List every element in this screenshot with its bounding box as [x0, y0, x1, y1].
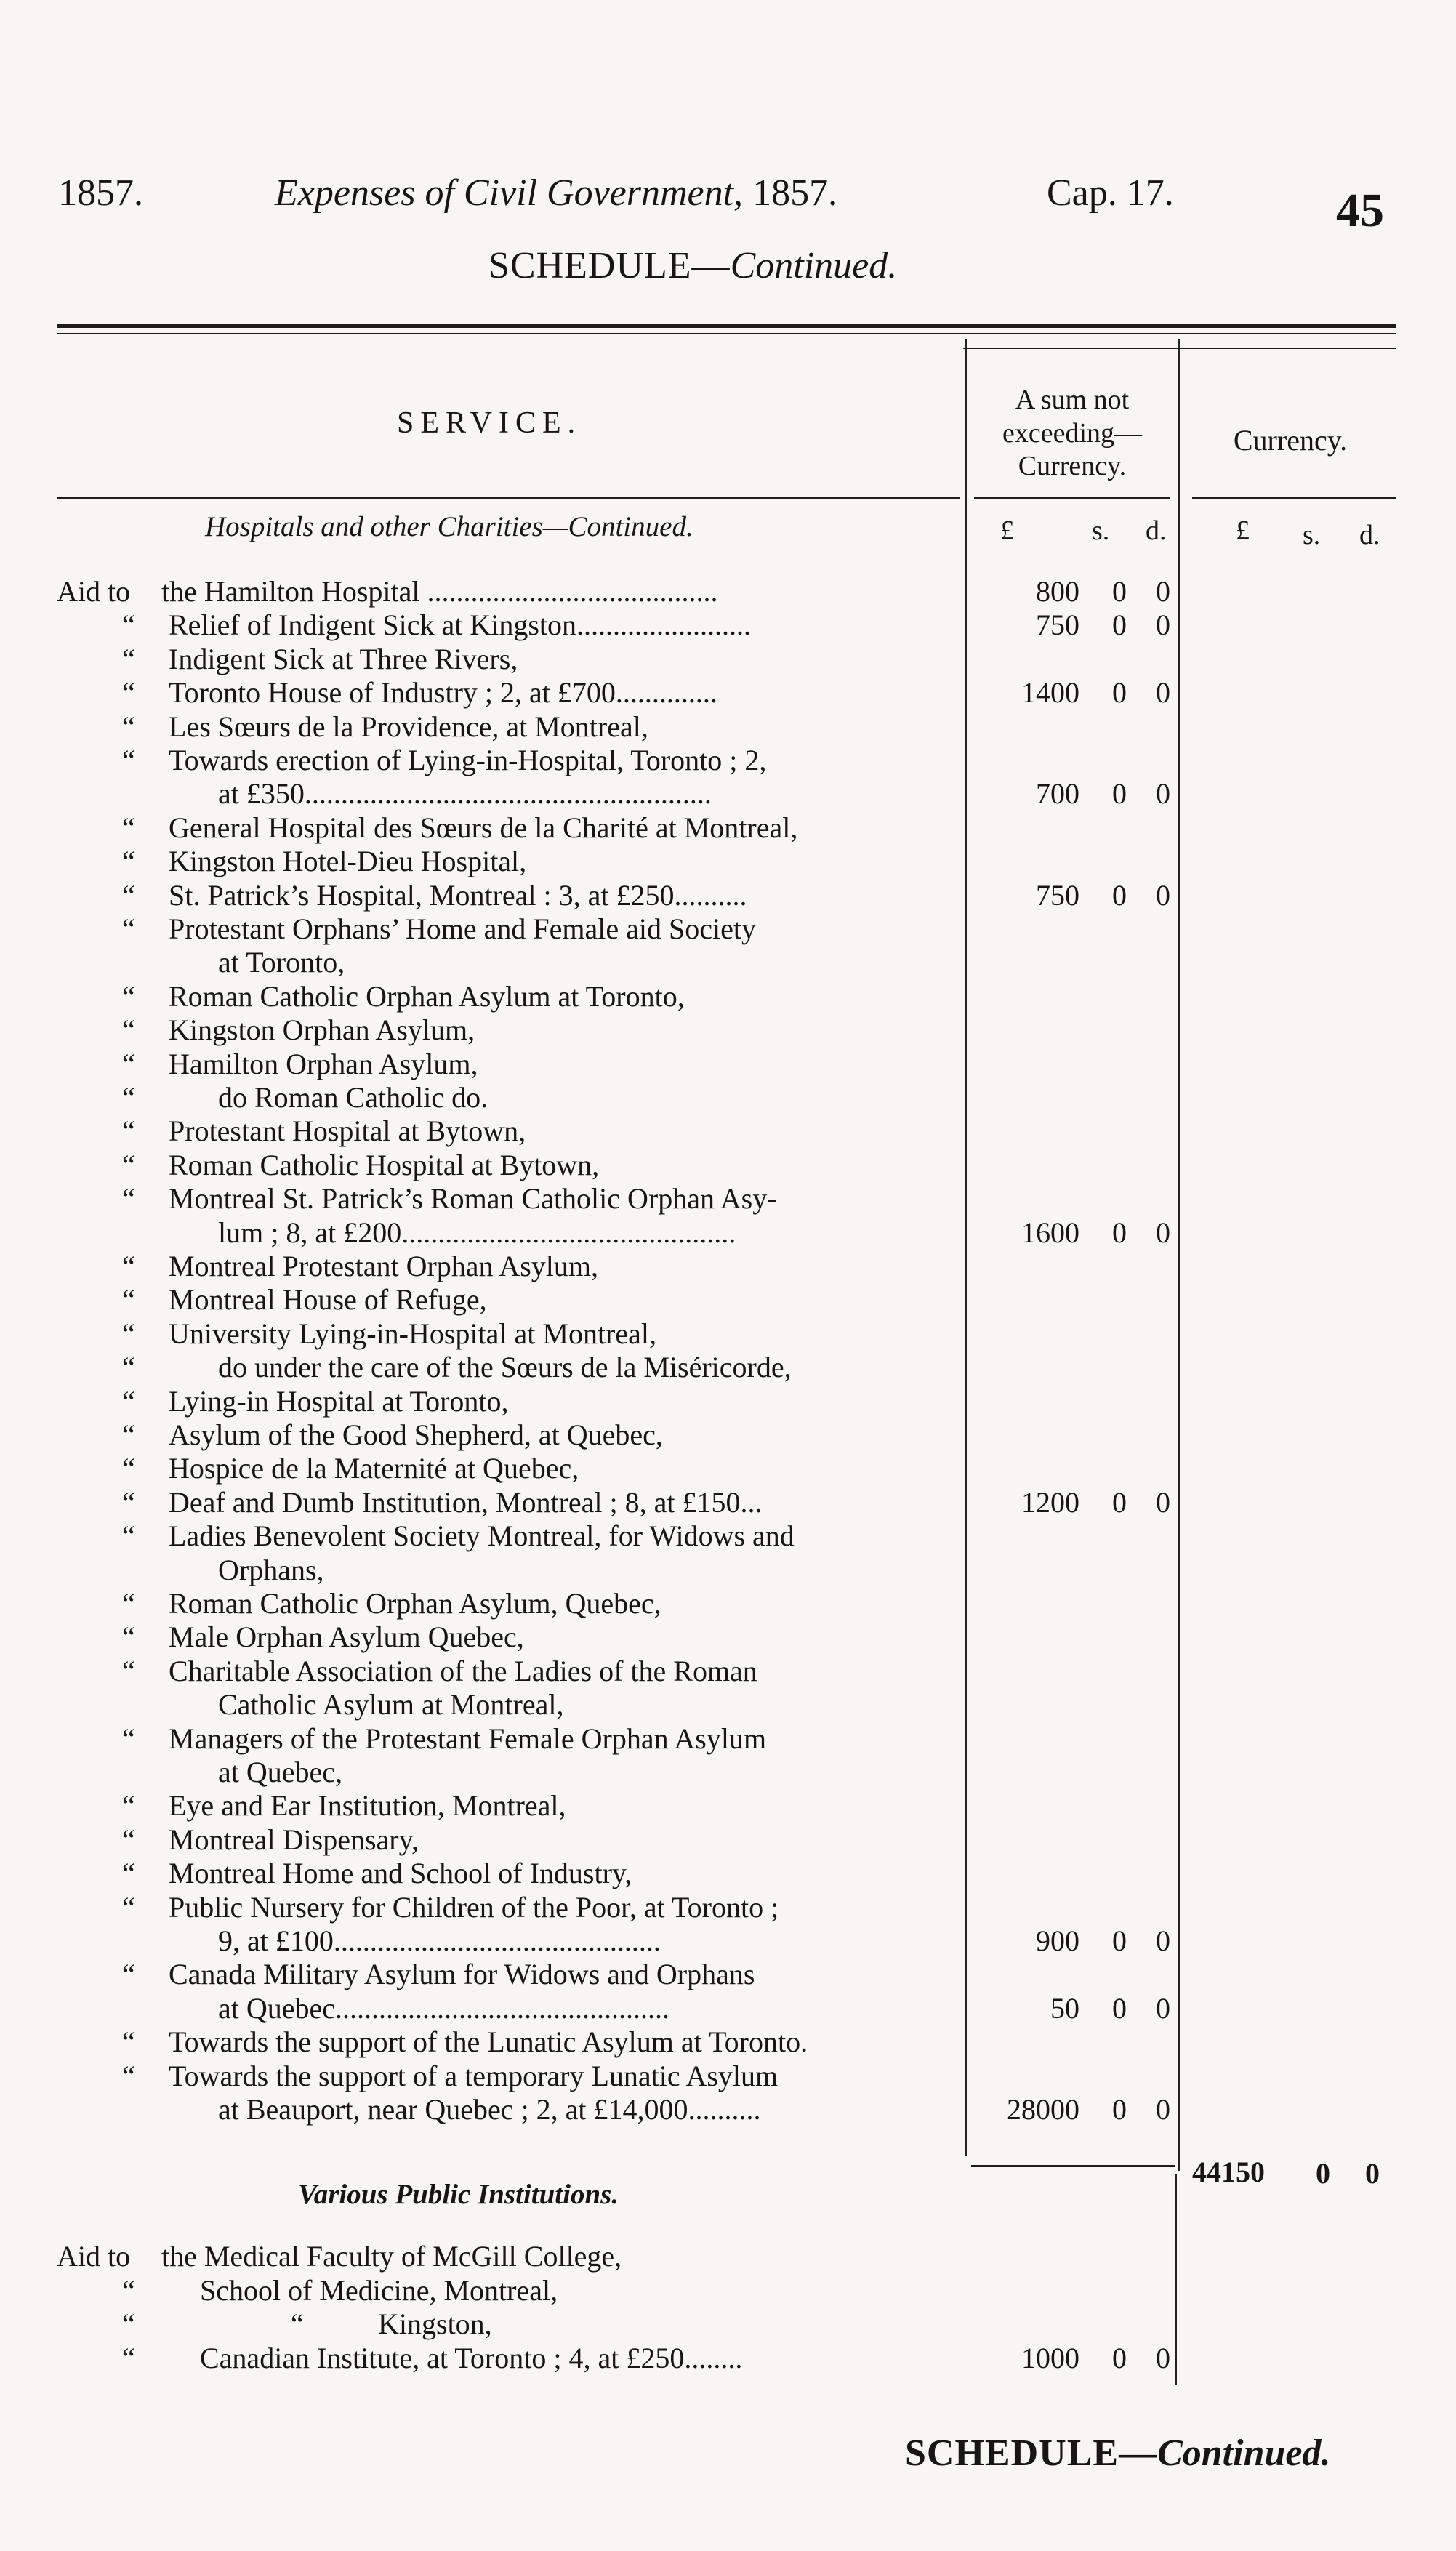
table-top-rule-thin: [57, 333, 1396, 334]
column-divider-sum-right: [1175, 2174, 1177, 2385]
row-description: St. Patrick’s Hospital, Montreal : 3, at £250..........: [169, 878, 747, 912]
row-description: Protestant Orphans’ Home and Female aid Society: [169, 912, 756, 945]
ditto-mark: “: [122, 2025, 135, 2059]
ditto-mark: “: [122, 710, 135, 743]
row-description: Towards erection of Lying-in-Hospital, Toronto ; 2,: [169, 744, 767, 776]
row-amount-shillings: 0: [1112, 676, 1127, 710]
row-description: do Roman Catholic do.: [218, 1081, 488, 1114]
row-amount-pence: 0: [1156, 878, 1170, 912]
row-prefix: Aid to: [57, 575, 131, 608]
row-description: Hamilton Orphan Asylum,: [169, 1047, 478, 1080]
row-amount-pounds: 28000: [1007, 2093, 1079, 2126]
row-description: Roman Catholic Hospital at Bytown,: [169, 1148, 600, 1181]
sum-header-line1: A sum not: [1015, 385, 1130, 415]
ditto-mark: “: [122, 1654, 135, 1687]
ditto-mark: “: [122, 1148, 135, 1181]
row-description: at £350........................................................: [218, 777, 712, 811]
row-description: Eye and Ear Institution, Montreal,: [169, 1789, 566, 1823]
row-description: Asylum of the Good Shepherd, at Quebec,: [169, 1418, 663, 1451]
year-label: 1857.: [58, 172, 143, 214]
table-top-rule: [57, 324, 1396, 328]
ditto-mark: “: [122, 912, 135, 945]
row-description: Roman Catholic Orphan Asylum at Toronto,: [169, 979, 685, 1013]
header-bottom-rule-currency: [1192, 497, 1396, 499]
row-amount-pence: 0: [1156, 1924, 1170, 1957]
ditto-mark: “: [122, 979, 135, 1013]
row-amount-pence: 0: [1156, 1485, 1170, 1519]
row-description: at Beauport, near Quebec ; 2, at £14,000..........: [218, 2093, 761, 2126]
schedule-heading-main: SCHEDULE—: [488, 245, 731, 286]
row-description: Montreal Dispensary,: [169, 1823, 419, 1856]
ditto-mark: “: [122, 1958, 135, 1991]
row-description: do under the care of the Sœurs de la Miséricorde,: [218, 1351, 792, 1384]
ditto-mark: “: [122, 1485, 135, 1519]
row-description: Indigent Sick at Three Rivers,: [169, 642, 518, 675]
row-description: Montreal St. Patrick’s Roman Catholic Orphan Asy-: [169, 1182, 777, 1216]
row-amount-pounds: 900: [1036, 1924, 1079, 1957]
row-description: University Lying-in-Hospital at Montreal,: [169, 1317, 656, 1350]
row-description: Orphans,: [218, 1553, 324, 1586]
chapter-label: Cap. 17.: [1047, 172, 1174, 214]
ditto-mark: “: [122, 1283, 135, 1317]
row-description: General Hospital des Sœurs de la Charité at Montreal,: [169, 811, 798, 844]
row-description: 9, at £100.............................................: [218, 1924, 661, 1957]
row-description: Canada Military Asylum for Widows and Orphans: [169, 1958, 755, 1991]
section-total-pounds: 44150: [1192, 2156, 1265, 2188]
row-amount-pounds: 50: [1050, 1991, 1079, 2025]
sum-column-header: [968, 384, 1176, 483]
ditto-mark: “: [122, 1384, 135, 1418]
row-amount-shillings: 0: [1112, 878, 1127, 912]
pound-unit-currency: £: [1236, 515, 1250, 546]
row-description: Montreal Home and School of Industry,: [169, 1857, 632, 1890]
row-description: Toronto House of Industry ; 2, at £700..............: [169, 676, 717, 710]
row-description: at Toronto,: [218, 946, 345, 979]
row-description: School of Medicine, Montreal,: [200, 2273, 558, 2307]
row-description: Roman Catholic Orphan Asylum, Quebec,: [169, 1587, 661, 1620]
ditto-mark: “: [122, 1519, 135, 1553]
row-description: Catholic Asylum at Montreal,: [218, 1688, 564, 1722]
row-amount-pence: 0: [1156, 2093, 1170, 2126]
row-description: Relief of Indigent Sick at Kingston........................: [169, 608, 752, 642]
row-description: Montreal Protestant Orphan Asylum,: [169, 1250, 599, 1282]
schedule-heading: [488, 244, 897, 287]
row-description: Hospice de la Maternité at Quebec,: [169, 1452, 579, 1485]
subtotal-rule: [971, 2165, 1175, 2167]
ditto-mark: “: [291, 2307, 304, 2340]
row-amount-shillings: 0: [1112, 2341, 1127, 2374]
pence-unit-sum: d.: [1146, 515, 1167, 546]
row-amount-pounds: 1200: [1021, 1485, 1079, 1519]
row-amount-pence: 0: [1156, 575, 1170, 608]
row-description: Kingston,: [378, 2307, 492, 2340]
row-amount-pence: 0: [1156, 676, 1170, 710]
section-total-shillings: 0: [1316, 2157, 1330, 2190]
ditto-mark: “: [122, 1620, 135, 1654]
row-amount-shillings: 0: [1112, 1991, 1127, 2025]
column-divider-service: [965, 339, 967, 2156]
row-amount-pounds: 1600: [1021, 1216, 1079, 1249]
row-description: at Quebec..............................................: [218, 1991, 670, 2025]
footer-schedule-continued: Continued.: [1157, 2433, 1331, 2474]
row-amount-shillings: 0: [1112, 575, 1127, 608]
row-description: the Medical Faculty of McGill College,: [161, 2240, 622, 2273]
row-description: Public Nursery for Children of the Poor, at Toronto ;: [169, 1890, 779, 1924]
section-heading-institutions: Various Public Institutions.: [298, 2179, 619, 2210]
ditto-mark: “: [122, 744, 135, 776]
row-amount-shillings: 0: [1112, 2093, 1127, 2126]
row-amount-pence: 0: [1156, 777, 1170, 811]
row-description: the Hamilton Hospital ........................................: [161, 575, 718, 608]
row-amount-pence: 0: [1156, 1216, 1170, 1249]
page-number: 45: [1336, 184, 1384, 237]
page-title: [275, 172, 837, 214]
ditto-mark: “: [122, 642, 135, 675]
ditto-mark: “: [122, 811, 135, 844]
ditto-mark: “: [122, 1452, 135, 1485]
currency-column-header: Currency.: [1233, 424, 1348, 457]
ditto-mark: “: [122, 2307, 135, 2340]
ditto-mark: “: [122, 2273, 135, 2307]
schedule-heading-continued: Continued.: [730, 245, 898, 286]
row-amount-pence: 0: [1156, 608, 1170, 642]
row-amount-pence: 0: [1156, 2341, 1170, 2374]
row-description: Male Orphan Asylum Quebec,: [169, 1620, 524, 1654]
ditto-mark: “: [122, 1013, 135, 1047]
row-prefix: Aid to: [57, 2240, 131, 2273]
row-description: Lying-in Hospital at Toronto,: [169, 1384, 509, 1418]
footer-schedule-heading: [905, 2432, 1331, 2475]
ditto-mark: “: [122, 1114, 135, 1148]
service-column-header: SERVICE.: [397, 406, 582, 440]
ditto-mark: “: [122, 1890, 135, 1924]
ditto-mark: “: [122, 676, 135, 710]
ditto-mark: “: [122, 2341, 135, 2374]
ditto-mark: “: [122, 608, 135, 642]
title-year: 1857.: [752, 172, 838, 214]
row-amount-pounds: 750: [1036, 608, 1079, 642]
row-description: at Quebec,: [218, 1756, 343, 1788]
row-description: Protestant Hospital at Bytown,: [169, 1114, 526, 1148]
row-description: Towards the support of a temporary Lunatic Asylum: [169, 2059, 779, 2092]
row-amount-pence: 0: [1156, 1991, 1170, 2025]
ditto-mark: “: [122, 1081, 135, 1114]
section-total-pence: 0: [1365, 2157, 1380, 2190]
sum-header-line3: Currency.: [1018, 451, 1127, 482]
ditto-mark: “: [122, 1250, 135, 1282]
ditto-mark: “: [122, 1418, 135, 1451]
row-description: Les Sœurs de la Providence, at Montreal,: [169, 710, 648, 743]
row-amount-pounds: 800: [1036, 575, 1079, 608]
row-description: Kingston Orphan Asylum,: [169, 1013, 475, 1047]
shilling-unit-sum: s.: [1092, 515, 1110, 546]
row-description: Towards the support of the Lunatic Asylum at Toronto.: [169, 2025, 808, 2059]
row-description: Managers of the Protestant Female Orphan Asylum: [169, 1722, 767, 1755]
title-text: Expenses of Civil Government,: [275, 172, 744, 214]
row-amount-shillings: 0: [1112, 777, 1127, 811]
ditto-mark: “: [122, 1722, 135, 1755]
pound-unit-sum: £: [1000, 515, 1014, 546]
row-description: lum ; 8, at £200..............................................: [218, 1216, 736, 1249]
row-description: Charitable Association of the Ladies of the Roman: [169, 1654, 757, 1687]
header-bottom-rule: [57, 497, 960, 499]
ditto-mark: “: [122, 878, 135, 912]
ditto-mark: “: [122, 1351, 135, 1384]
sum-header-line2: exceeding—: [1002, 417, 1143, 449]
column-divider-sum: [1178, 339, 1180, 2171]
ditto-mark: “: [122, 845, 135, 878]
row-amount-shillings: 0: [1112, 1485, 1127, 1519]
section-heading-hospitals: Hospitals and other Charities—Continued.: [205, 511, 693, 542]
row-amount-shillings: 0: [1112, 1924, 1127, 1957]
shilling-unit-currency: s.: [1303, 520, 1321, 550]
ditto-mark: “: [122, 2059, 135, 2092]
ditto-mark: “: [122, 1587, 135, 1620]
pence-unit-currency: d.: [1359, 520, 1380, 550]
row-amount-pounds: 750: [1036, 878, 1079, 912]
row-amount-shillings: 0: [1112, 608, 1127, 642]
row-description: Canadian Institute, at Toronto ; 4, at £250........: [200, 2341, 743, 2374]
row-description: Montreal House of Refuge,: [169, 1283, 487, 1317]
footer-schedule-main: SCHEDULE—: [905, 2433, 1158, 2474]
row-description: Kingston Hotel-Dieu Hospital,: [169, 845, 527, 878]
ditto-mark: “: [122, 1182, 135, 1216]
row-amount-pounds: 1000: [1021, 2341, 1079, 2374]
ditto-mark: “: [122, 1047, 135, 1080]
row-amount-shillings: 0: [1112, 1216, 1127, 1249]
row-amount-pounds: 1400: [1021, 676, 1079, 710]
ditto-mark: “: [122, 1789, 135, 1823]
row-amount-pounds: 700: [1036, 777, 1079, 811]
row-description: Deaf and Dumb Institution, Montreal ; 8, at £150...: [169, 1485, 763, 1519]
row-description: Ladies Benevolent Society Montreal, for Widows and: [169, 1519, 795, 1553]
ditto-mark: “: [122, 1857, 135, 1890]
ditto-mark: “: [122, 1823, 135, 1856]
header-bottom-rule-sum: [974, 497, 1170, 499]
ditto-mark: “: [122, 1317, 135, 1350]
